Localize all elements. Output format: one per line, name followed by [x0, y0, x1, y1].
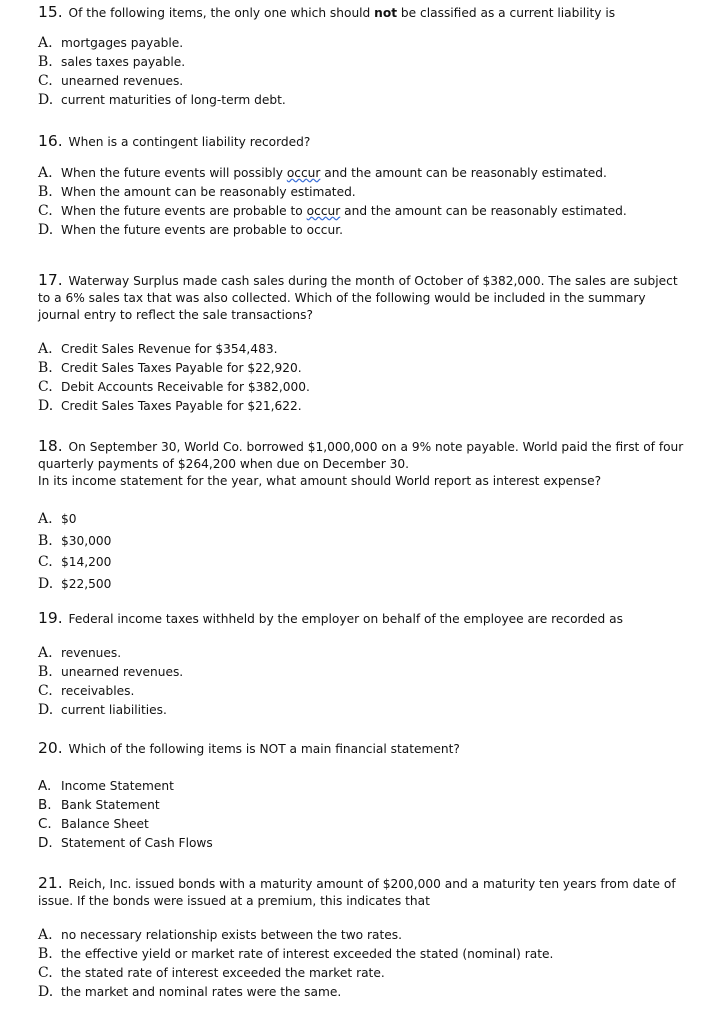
- question-21: [38, 875, 688, 1002]
- spellcheck-word: occur: [286, 166, 321, 180]
- option-b[interactable]: B. the effective yield or market rate of interest exceeded the stated (nominal) rate.: [38, 946, 554, 962]
- option-c[interactable]: C. unearned revenues.: [38, 73, 184, 89]
- emphasis-text: not: [374, 6, 398, 20]
- question-stem: 21. Reich, Inc. issued bonds with a maturity amount of $200,000 and a maturity ten years from date of issue. If the bonds were issued at a premium, this indicates that: [38, 874, 676, 908]
- option-c[interactable]: C. receivables.: [38, 683, 135, 699]
- question-number: 19.: [38, 609, 63, 627]
- option-c[interactable]: C. Balance Sheet: [38, 816, 149, 832]
- options-list: [38, 644, 688, 720]
- option-d[interactable]: D. current liabilities.: [38, 702, 167, 718]
- question-number: 20.: [38, 739, 63, 757]
- option-c[interactable]: C. the stated rate of interest exceeded the market rate.: [38, 965, 385, 981]
- options-list: [38, 777, 688, 853]
- question-stem-continued: In its income statement for the year, what amount should World report as interest expense?: [38, 474, 602, 488]
- spellcheck-word: occur: [306, 204, 341, 218]
- question-15: [38, 4, 688, 110]
- option-b[interactable]: B. When the amount can be reasonably estimated.: [38, 184, 356, 200]
- option-a[interactable]: A. Credit Sales Revenue for $354,483.: [38, 341, 278, 357]
- question-stem: 16. When is a contingent liability recorded?: [38, 132, 311, 150]
- question-number: 18.: [38, 437, 63, 455]
- question-number: 15.: [38, 3, 63, 21]
- option-d[interactable]: D. When the future events are probable to occur.: [38, 222, 343, 238]
- option-b[interactable]: B. Credit Sales Taxes Payable for $22,920.: [38, 360, 302, 376]
- option-a[interactable]: A. revenues.: [38, 645, 122, 661]
- question-number: 21.: [38, 874, 63, 892]
- option-d[interactable]: D. Statement of Cash Flows: [38, 835, 213, 851]
- option-c[interactable]: C. When the future events are probable to occur and the amount can be reasonably estimated.: [38, 203, 627, 219]
- option-a[interactable]: A. When the future events will possibly occur and the amount can be reasonably estimated.: [38, 165, 607, 181]
- options-list: [38, 34, 688, 110]
- option-d[interactable]: D. current maturities of long-term debt.: [38, 92, 286, 108]
- option-b[interactable]: B. sales taxes payable.: [38, 54, 186, 70]
- question-stem: 15. Of the following items, the only one which should not be classified as a current liability is: [38, 3, 616, 21]
- question-17: [38, 272, 688, 416]
- option-c[interactable]: C. $14,200: [38, 554, 112, 570]
- options-list: [38, 926, 688, 1002]
- option-a[interactable]: A. Income Statement: [38, 778, 174, 794]
- options-list: [38, 340, 688, 416]
- question-19: [38, 610, 688, 720]
- option-a[interactable]: A. mortgages payable.: [38, 35, 184, 51]
- options-list: [38, 164, 688, 240]
- question-18: [38, 438, 688, 595]
- question-stem: 17. Waterway Surplus made cash sales during the month of October of $382,000. The sales are subject to a 6% sales tax that was also collected. Which of the following would be included in the summary journal entry to reflect the sale transactions?: [38, 271, 678, 322]
- question-16: [38, 133, 688, 240]
- question-stem: 19. Federal income taxes withheld by the employer on behalf of the employee are recorded as: [38, 609, 623, 627]
- question-stem: 20. Which of the following items is NOT a main financial statement?: [38, 739, 460, 757]
- question-number: 17.: [38, 271, 63, 289]
- option-d[interactable]: D. the market and nominal rates were the same.: [38, 984, 342, 1000]
- question-20: [38, 740, 688, 853]
- question-number: 16.: [38, 132, 63, 150]
- option-b[interactable]: B. Bank Statement: [38, 797, 160, 813]
- option-a[interactable]: A. $0: [38, 511, 77, 527]
- option-d[interactable]: D. Credit Sales Taxes Payable for $21,622.: [38, 398, 302, 414]
- options-list: [38, 509, 688, 595]
- option-b[interactable]: B. unearned revenues.: [38, 664, 184, 680]
- option-c[interactable]: C. Debit Accounts Receivable for $382,000.: [38, 379, 310, 395]
- option-a[interactable]: A. no necessary relationship exists between the two rates.: [38, 927, 402, 943]
- option-d[interactable]: D. $22,500: [38, 575, 112, 592]
- option-b[interactable]: B. $30,000: [38, 532, 112, 549]
- question-stem: 18. On September 30, World Co. borrowed $1,000,000 on a 9% note payable. World paid the first of four quarterly payments of $264,200 when due on December 30.: [38, 437, 684, 471]
